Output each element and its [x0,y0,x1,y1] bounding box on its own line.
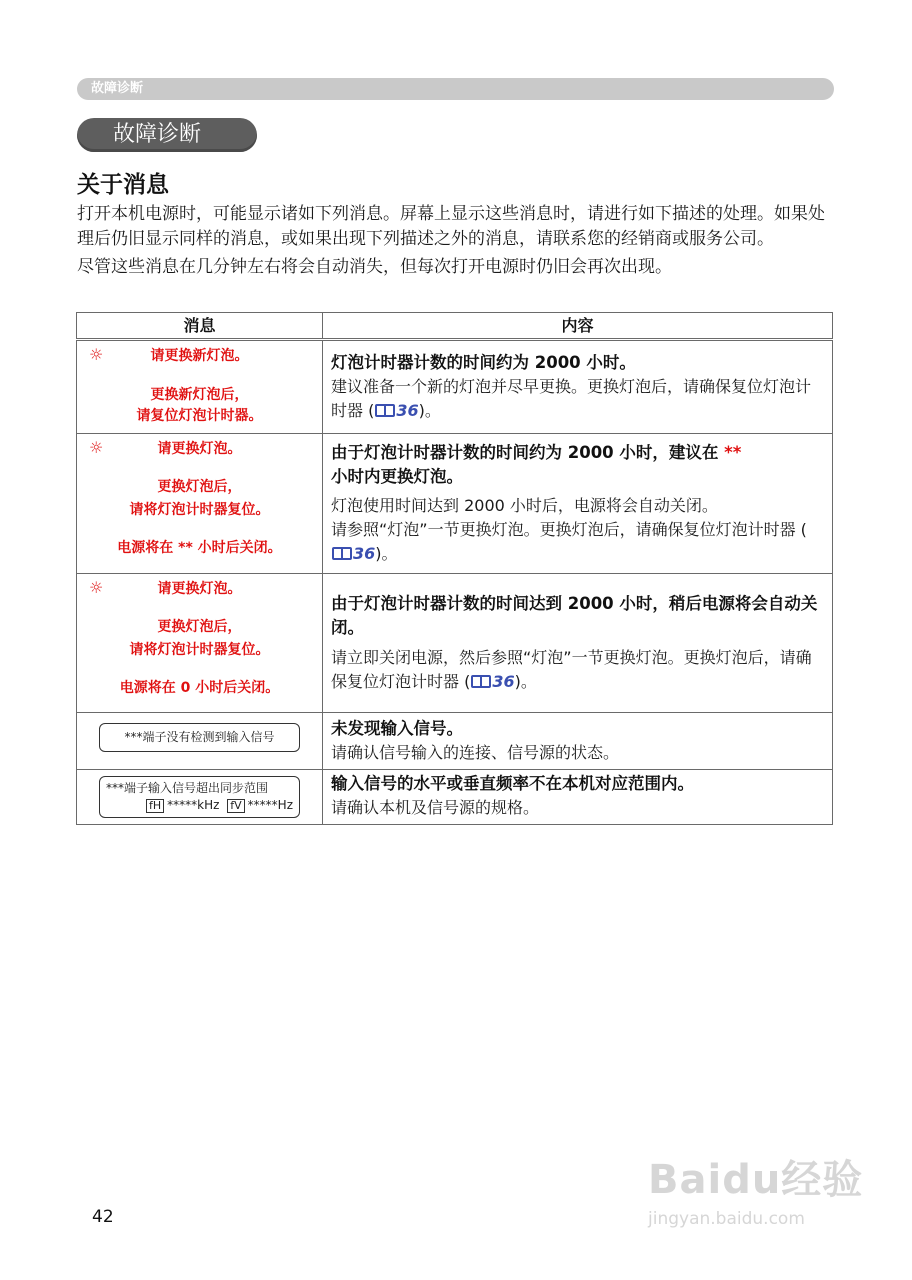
content-cell [323,770,833,825]
intro-paragraph-2: 尽管这些消息在几分钟左右将会自动消失，但每次打开电源时仍旧会再次出现。 [77,257,672,277]
message-table [76,312,833,825]
intro-paragraph-1: 打开本机电源时，可能显示诸如下列消息。屏幕上显示这些消息时，请进行如下描述的处理。如果处理后仍旧显示同样的消息，或如果出现下列描述之外的消息，请联系您的经销商或服务公司。 [77,204,825,249]
message-line: 请更换灯泡。 [157,581,242,597]
content-desc: 请确认信号输入的连接、信号源的状态。 [331,743,620,762]
watermark-url: jingyan.baidu.com [648,1209,805,1229]
message-line: 请更换灯泡。 [157,441,242,457]
content-cell [323,434,833,574]
message-line: 电源将在 ** 小时后关闭。 [117,540,282,556]
watermark-logo: Baidu经验 [648,1157,864,1203]
book-icon [471,675,491,688]
page-number: 42 [92,1207,114,1227]
content-desc: 请确认本机及信号源的规格。 [331,798,540,817]
message-cell [77,713,323,770]
content-desc: 请参照“灯泡”一节更换灯泡。更换灯泡后，请确保复位灯泡计时器 (36)。 [331,520,807,563]
message-line: 请将灯泡计时器复位。 [129,642,270,658]
content-title: 由于灯泡计时器计数的时间约为 2000 小时，建议在 ** 小时内更换灯泡。 [331,443,742,486]
book-icon [375,404,395,417]
fh-label: fH [146,799,164,813]
page-ref[interactable]: 36 [396,401,419,420]
watermark [648,1148,868,1248]
message-cell [77,574,323,713]
message-cell [77,340,323,434]
message-line: 请复位灯泡计时器。 [136,408,263,424]
content-cell [323,713,833,770]
message-line: 电源将在 0 小时后关闭。 [119,680,280,696]
content-cell [323,340,833,434]
content-title: 灯泡计时器计数的时间约为 2000 小时。 [331,353,636,372]
header-message: 消息 [77,313,323,340]
lamp-warning-icon: ☼ [89,578,104,597]
book-icon [332,547,352,560]
fv-value: *****Hz [247,798,293,812]
frequency-readout [106,797,293,814]
message-line: 更换灯泡后， [157,479,242,495]
content-desc: 建议准备一个新的灯泡并尽早更换。更换灯泡后，请确保复位灯泡计时器 ( 36)。 [331,377,812,420]
sync-range-message: ***端子输入信号超出同步范围 [106,781,269,795]
content-cell [323,574,833,713]
lamp-warning-icon: ☼ [89,345,104,364]
sync-range-message-box [99,776,300,818]
table-row [77,574,833,713]
fh-value: *****kHz [167,798,220,812]
fv-label: fV [227,799,244,813]
header-bar [77,78,834,100]
lamp-warning-icon: ☼ [89,438,104,457]
page-heading: 关于消息 [77,172,169,198]
content-desc: 请立即关闭电源，然后参照“灯泡”一节更换灯泡。更换灯泡后，请确保复位灯泡计时器 ( 36)。 [331,648,812,691]
section-title: 故障诊断 [77,118,257,152]
table-row [77,713,833,770]
message-cell [77,770,323,825]
content-desc: 灯泡使用时间达到 2000 小时后，电源将会自动关闭。 [331,496,718,515]
message-line: 请更换新灯泡。 [150,348,249,364]
content-title: 输入信号的水平或垂直频率不在本机对应范围内。 [331,774,694,793]
header-bar-label: 故障诊断 [91,81,144,96]
content-title: 由于灯泡计时器计数的时间达到 2000 小时，稍后电源将会自动关闭。 [331,594,818,637]
table-row [77,434,833,574]
page-ref[interactable]: 36 [492,672,515,691]
message-line: 更换灯泡后， [157,619,242,635]
page-ref[interactable]: 36 [353,544,376,563]
no-signal-message-box: ***端子没有检测到输入信号 [99,723,300,752]
message-cell [77,434,323,574]
intro-text [77,202,837,280]
table-row [77,770,833,825]
table-header-row [77,313,833,340]
table-row [77,340,833,434]
content-title: 未发现输入信号。 [331,719,463,738]
message-line: 更换新灯泡后， [150,387,249,403]
message-line: 请将灯泡计时器复位。 [129,502,270,518]
header-content: 内容 [323,313,833,340]
